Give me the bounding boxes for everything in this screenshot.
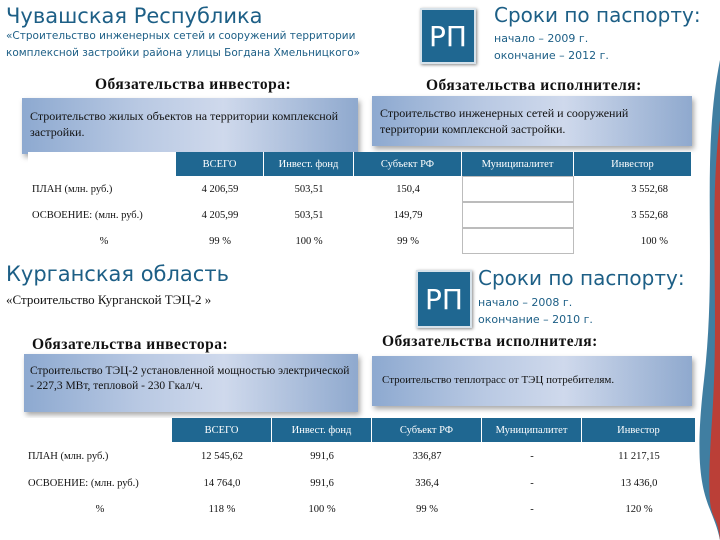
subtitle-line: «Строительство инженерных сетей и сооружений территории bbox=[6, 30, 356, 42]
col-header: Инвестор bbox=[574, 152, 692, 176]
investor-panel bbox=[24, 354, 358, 412]
table-row bbox=[28, 228, 692, 254]
table-cell: 12 545,62 bbox=[201, 450, 243, 462]
terms-start: начало – 2009 г. bbox=[494, 32, 589, 45]
row-label: % bbox=[99, 235, 109, 247]
table-cell: 118 % bbox=[208, 503, 236, 515]
row-label: ПЛАН (млн. руб.) bbox=[32, 183, 113, 195]
table-row bbox=[24, 470, 696, 496]
executor-heading: Обязательства исполнителя: bbox=[426, 77, 642, 94]
table-corner bbox=[28, 152, 176, 176]
executor-text: Строительство теплотрасс от ТЭЦ потребителям. bbox=[382, 374, 615, 386]
rp-badge: РП bbox=[420, 8, 476, 64]
project-subtitle: «Строительство Курганской ТЭЦ-2 » bbox=[6, 292, 212, 307]
row-label: % bbox=[95, 503, 105, 515]
terms-end: окончание – 2010 г. bbox=[478, 313, 593, 326]
table-cell: 100 % bbox=[295, 235, 323, 247]
col-header: ВСЕГО bbox=[172, 418, 272, 442]
table-cell: 336,4 bbox=[415, 477, 439, 489]
table-cell: 100 % bbox=[308, 503, 336, 515]
executor-heading: Обязательства исполнителя: bbox=[382, 333, 598, 350]
col-header: Инвест. фонд bbox=[272, 418, 372, 442]
terms-start: начало – 2008 г. bbox=[478, 296, 573, 309]
col-header: ВСЕГО bbox=[176, 152, 264, 176]
investor-text: Строительство жилых объектов на территории комплексной застройки. bbox=[30, 109, 339, 139]
table-cell: - bbox=[530, 450, 534, 462]
table-row bbox=[24, 442, 696, 470]
table-cell: - bbox=[530, 477, 534, 489]
table-header-row bbox=[24, 418, 696, 442]
row-label: ОСВОЕНИЕ: (млн. руб.) bbox=[28, 477, 139, 489]
table-cell: 3 552,68 bbox=[631, 209, 668, 221]
table-cell: 149,79 bbox=[393, 209, 423, 221]
executor-text: Строительство инженерных сетей и сооружений территории комплексной застройки. bbox=[380, 106, 629, 136]
table-cell: - bbox=[530, 503, 534, 515]
funding-table bbox=[28, 152, 692, 254]
table-cell bbox=[462, 176, 574, 202]
table-cell: 336,87 bbox=[412, 450, 442, 462]
col-header: Инвестор bbox=[582, 418, 696, 442]
table-cell: 13 436,0 bbox=[620, 477, 658, 489]
col-header: Субъект РФ bbox=[354, 152, 462, 176]
terms-title: Сроки по паспорту: bbox=[478, 266, 685, 290]
row-label: ОСВОЕНИЕ: (млн. руб.) bbox=[32, 209, 143, 221]
table-cell: 100 % bbox=[640, 235, 668, 247]
table-cell: 150,4 bbox=[396, 183, 420, 195]
table-corner bbox=[24, 418, 172, 442]
table-header-row bbox=[28, 152, 692, 176]
col-header: Субъект РФ bbox=[372, 418, 482, 442]
subtitle-line: комплексной застройки района улицы Богдана Хмельницкого» bbox=[6, 47, 361, 59]
table-cell: 14 764,0 bbox=[203, 477, 241, 489]
table-row bbox=[28, 202, 692, 228]
terms-end: окончание – 2012 г. bbox=[494, 49, 609, 62]
table-cell: 120 % bbox=[625, 503, 653, 515]
region-title: Курганская область bbox=[6, 262, 229, 286]
table-cell: 99 % bbox=[397, 235, 419, 247]
table-cell: 11 217,15 bbox=[618, 450, 660, 462]
table-row bbox=[24, 496, 696, 522]
investor-text: Строительство ТЭЦ-2 установленной мощностью электрической - 227,3 МВт, тепловой - 230 Гкал/ч. bbox=[30, 365, 350, 392]
table-cell: 4 206,59 bbox=[201, 183, 239, 195]
investor-heading: Обязательства инвестора: bbox=[32, 336, 229, 353]
funding-table bbox=[24, 418, 696, 522]
table-cell: 991,6 bbox=[310, 450, 334, 462]
terms-title: Сроки по паспорту: bbox=[494, 3, 701, 27]
project-subtitle bbox=[6, 28, 406, 62]
table-cell: 991,6 bbox=[310, 477, 334, 489]
col-header: Инвест. фонд bbox=[264, 152, 354, 176]
rp-badge: РП bbox=[416, 270, 472, 328]
table-cell: 99 % bbox=[416, 503, 438, 515]
executor-panel bbox=[372, 356, 692, 406]
investor-heading: Обязательства инвестора: bbox=[95, 76, 292, 93]
row-label: ПЛАН (млн. руб.) bbox=[28, 450, 109, 462]
table-cell: 503,51 bbox=[294, 209, 324, 221]
table-cell: 99 % bbox=[209, 235, 231, 247]
col-header: Муниципалитет bbox=[482, 418, 582, 442]
executor-panel bbox=[372, 96, 692, 146]
table-cell: 503,51 bbox=[294, 183, 324, 195]
table-cell: 4 205,99 bbox=[201, 209, 239, 221]
col-header: Муниципалитет bbox=[462, 152, 574, 176]
table-cell: 3 552,68 bbox=[631, 183, 668, 195]
table-cell bbox=[462, 228, 574, 254]
table-cell bbox=[462, 202, 574, 228]
region-title: Чувашская Республика bbox=[6, 4, 263, 28]
table-row bbox=[28, 176, 692, 202]
investor-panel bbox=[22, 98, 358, 154]
